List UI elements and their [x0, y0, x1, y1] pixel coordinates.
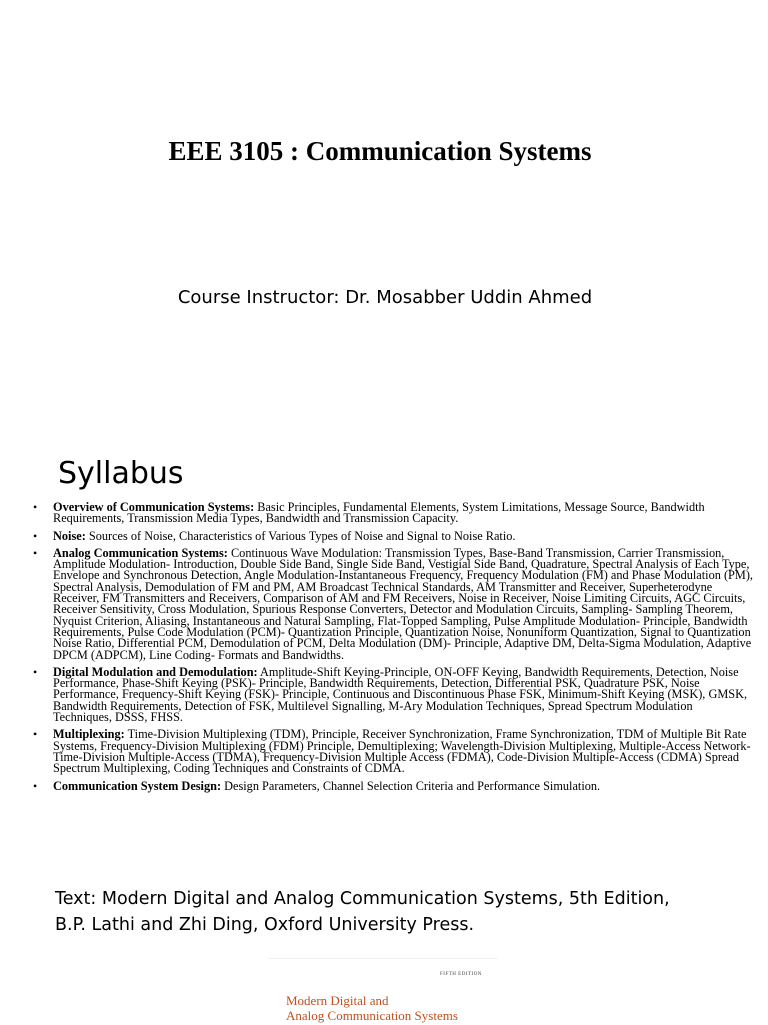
page-title: EEE 3105 : Communication Systems	[168, 136, 592, 166]
syllabus-heading: Syllabus	[58, 456, 184, 491]
syllabus-item-body: Time-Division Multiplexing (TDM), Principle, Receiver Synchronization, Frame Synchronization, TDM of Multiple Bit Rate Systems, Frequency-Division Multiplexing (FDM) Principle, Demultiplexing; Wavelength-Division Multiplexing, Multiple-Access Network- Time-Division Multiple-Access (TDMA), Frequency-Division Multiple Access (FDMA), Code-Division Multiple-Access (CDMA) Spread Spectrum Multiplexing, Coding Techniques and Constraints of CDMA.	[53, 727, 751, 776]
book-cover-title	[286, 993, 458, 1023]
bullet-icon: •	[33, 545, 38, 560]
syllabus-item-multiplexing	[27, 729, 753, 774]
bullet-icon: •	[33, 528, 38, 543]
syllabus-item-body: Sources of Noise, Characteristics of Various Types of Noise and Signal to Noise Ratio.	[85, 528, 516, 543]
textbook-line-1: Text: Modern Digital and Analog Communication Systems, 5th Edition,	[55, 889, 670, 909]
syllabus-item-design	[27, 778, 753, 793]
syllabus-item-body: Amplitude-Shift Keying-Principle, ON-OFF Keying, Bandwidth Requirements, Detection, Noise Performance, Phase-Shift Keying (PSK)- Principle, Bandwidth Requirements, Detection, Differential PSK, Quadrature PSK, Noise Performance, Frequency-Shift Keying (FSK)- Principle, Continuous and Discontinuous Phase FSK, Minimum-Shift Keying (MSK), GMSK, Bandwidth Requirements, Detection of FSK, Multilevel Signalling, M-Ary Modulation Techniques, Spread Spectrum Modulation Techniques, DSSS, FHSS.	[53, 664, 748, 725]
textbook-reference	[55, 886, 755, 938]
textbook-line-2: B.P. Lathi and Zhi Ding, Oxford University Press.	[55, 915, 475, 935]
syllabus-item-title: Digital Modulation and Demodulation:	[53, 664, 258, 679]
syllabus-item-title: Communication System Design:	[53, 778, 222, 793]
syllabus-item-title: Analog Communication Systems:	[53, 545, 228, 560]
book-cover-image	[268, 958, 498, 1025]
bullet-icon: •	[33, 500, 38, 514]
syllabus-item-body: Basic Principles, Fundamental Elements, System Limitations, Message Source, Bandwidth Requirements, Transmission Media Types, Bandwidth and Transmission Capacity.	[53, 500, 705, 526]
syllabus-item-body: Continuous Wave Modulation: Transmission Types, Base-Band Transmission, Carrier Transmission, Amplitude Modulation- Introduction, Double Side Band, Single Side Band, Vestigial Side Band, Quadrature, Spectral Analysis of Each Type, Envelope and Synchronous Detection, Angle Modulation-Instantaneous Frequency, Frequency Modulation (FM) and Phase Modulation (PM), Spectral Analysis, Demodulation of FM and PM, AM Broadcast Technical Standards, AM Transmitter and Receiver, Superheterodyne Receiver, FM Transmitters and Receivers, Comparison of AM and FM Receivers, Noise in Receiver, Noise Limiting Circuits, AGC Circuits, Receiver Sensitivity, Cross Modulation, Spurious Response Converters, Detector and Modulation Circuits, Sampling- Sampling Theorem, Nyquist Criterion, Aliasing, Instantaneous and Natural Sampling, Flat-Topped Sampling, Pulse Amplitude Modulation- Principle, Bandwidth Requirements, Pulse Code Modulation (PCM)- Quantization Principle, Quantization Noise, Nonuniform Quantization, Signal to Quantization Noise Ratio, Differential PCM, Demodulation of PCM, Delta Modulation (DM)- Principle, Adaptive DM, Delta-Sigma Modulation, Adaptive DPCM (ADPCM), Line Coding- Formats and Bandwidths.	[53, 545, 754, 662]
bullet-icon: •	[33, 778, 38, 793]
book-cover-title-line-2: Analog Communication Systems	[286, 1008, 458, 1023]
syllabus-item-analog	[27, 545, 754, 662]
syllabus-item-digital	[27, 664, 753, 725]
syllabus-list	[27, 502, 753, 798]
syllabus-item-title: Multiplexing:	[53, 727, 125, 742]
bullet-icon: •	[33, 664, 38, 679]
course-instructor: Course Instructor: Dr. Mosabber Uddin Ahmed	[177, 287, 593, 308]
syllabus-item-body: Design Parameters, Channel Selection Criteria and Performance Simulation.	[221, 778, 601, 793]
book-cover-title-line-1: Modern Digital and	[286, 993, 389, 1008]
bullet-icon: •	[33, 727, 38, 742]
syllabus-item-title: Overview of Communication Systems:	[53, 500, 255, 514]
book-edition-label: FIFTH EDITION	[440, 972, 482, 977]
syllabus-item-title: Noise:	[53, 528, 86, 543]
syllabus-item-noise	[27, 528, 753, 543]
syllabus-item-overview	[27, 502, 753, 525]
